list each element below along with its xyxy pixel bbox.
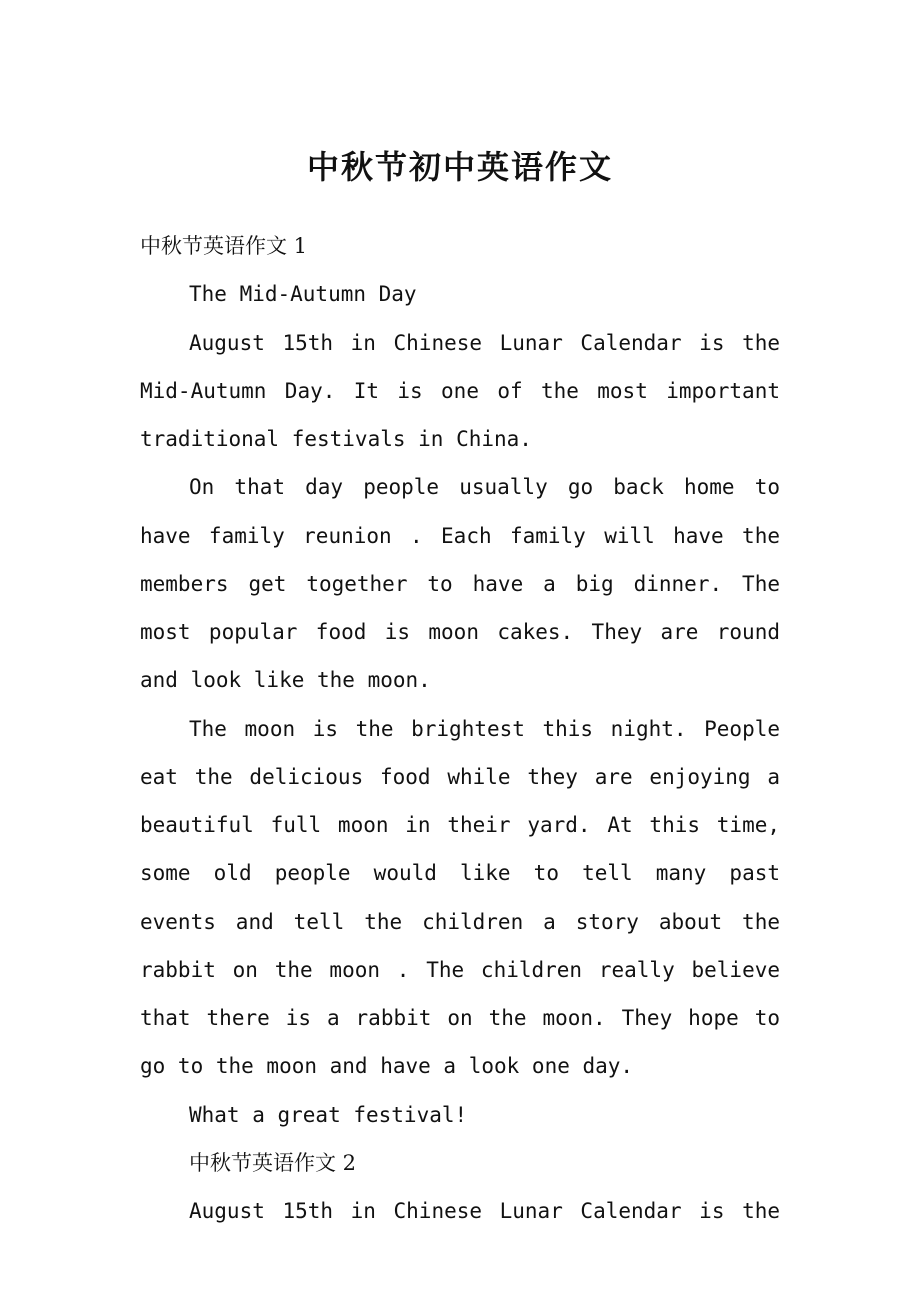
section-heading: 中秋节英语作文 2 [189,1150,357,1175]
section-heading: 中秋节英语作文 1 [140,234,308,258]
paragraph: The moon is the brightest this night. People eat the delicious food while they are enjoying a beautiful full moon in their yard. At this time, some old people would like to tell many past events and tell the children a story about the rabbit on the moon . The children really believe that there is a rabbit on the moon. They hope to go to the moon and have a look one day. [140,716,780,1079]
paragraph: August 15th in Chinese Lunar Calendar is the Mid-Autumn Day. It is one of the most important traditional festivals in China. [140,330,780,451]
document-body [140,222,780,1235]
paragraph: What a great festival! [189,1102,468,1127]
document-title: 中秋节初中英语作文 [306,148,613,186]
paragraph: August 15th in Chinese Lunar Calendar is the [189,1199,780,1223]
paragraph: On that day people usually go back home to have family reunion . Each family will have the members get together to have a big dinner. The most popular food is moon cakes. They are round and look like the moon. [140,475,780,693]
paragraph: The Mid-Autumn Day [189,282,417,307]
